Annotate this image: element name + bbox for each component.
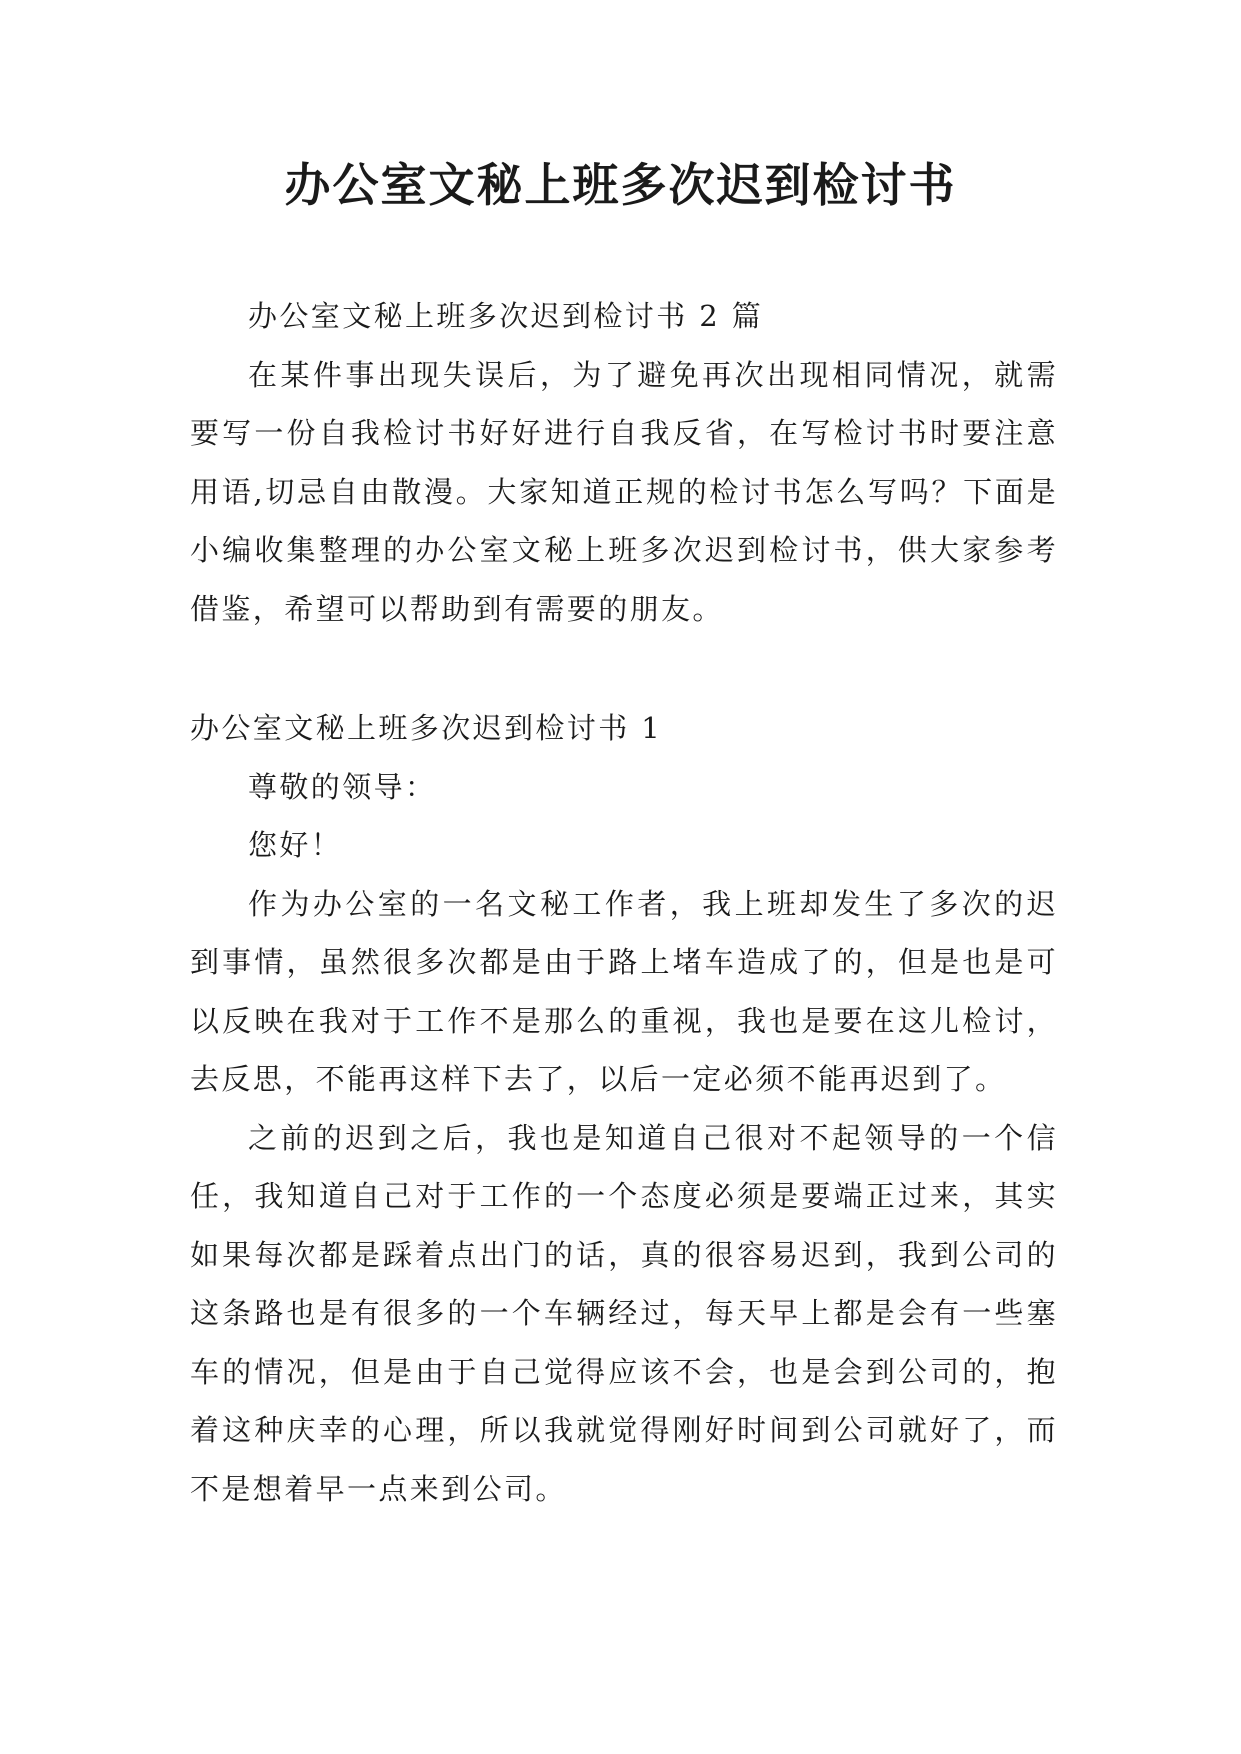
document-title: 办公室文秘上班多次迟到检讨书 bbox=[284, 158, 957, 212]
letter-paragraph: 作为办公室的一名文秘工作者，我上班却发生了多次的迟到事情，虽然很多次都是由于路上堵车造成了的，但是也是可以反映在我对于工作不是那么的重视，我也是要在这儿检讨，去反思，不能再这样下去了，以后一定必须不能再迟到了。 bbox=[190, 886, 1058, 1096]
intro-section bbox=[190, 287, 1058, 638]
intro-subtitle: 办公室文秘上班多次迟到检讨书 2 篇 bbox=[248, 299, 764, 333]
letter-salutation: 尊敬的领导： bbox=[248, 769, 437, 804]
letter-section bbox=[190, 699, 1058, 1518]
intro-paragraph: 在某件事出现失误后，为了避免再次出现相同情况，就需要写一份自我检讨书好好进行自我反省，在写检讨书时要注意用语,切忌自由散漫。大家知道正规的检讨书怎么写吗？下面是小编收集整理的办公室文秘上班多次迟到检讨书，供大家参考借鉴，希望可以帮助到有需要的朋友。 bbox=[190, 357, 1058, 626]
letter-heading: 办公室文秘上班多次迟到检讨书 1 bbox=[190, 711, 663, 745]
letter-paragraph: 之前的迟到之后，我也是知道自己很对不起领导的一个信任，我知道自己对于工作的一个态度必须是要端正过来，其实如果每次都是踩着点出门的话，真的很容易迟到，我到公司的这条路也是有很多的一个车辆经过，每天早上都是会有一些塞车的情况，但是由于自己觉得应该不会，也是会到公司的，抱着这种庆幸的心理，所以我就觉得刚好时间到公司就好了，而不是想着早一点来到公司。 bbox=[190, 1120, 1058, 1506]
letter-greeting: 您好！ bbox=[248, 828, 343, 862]
